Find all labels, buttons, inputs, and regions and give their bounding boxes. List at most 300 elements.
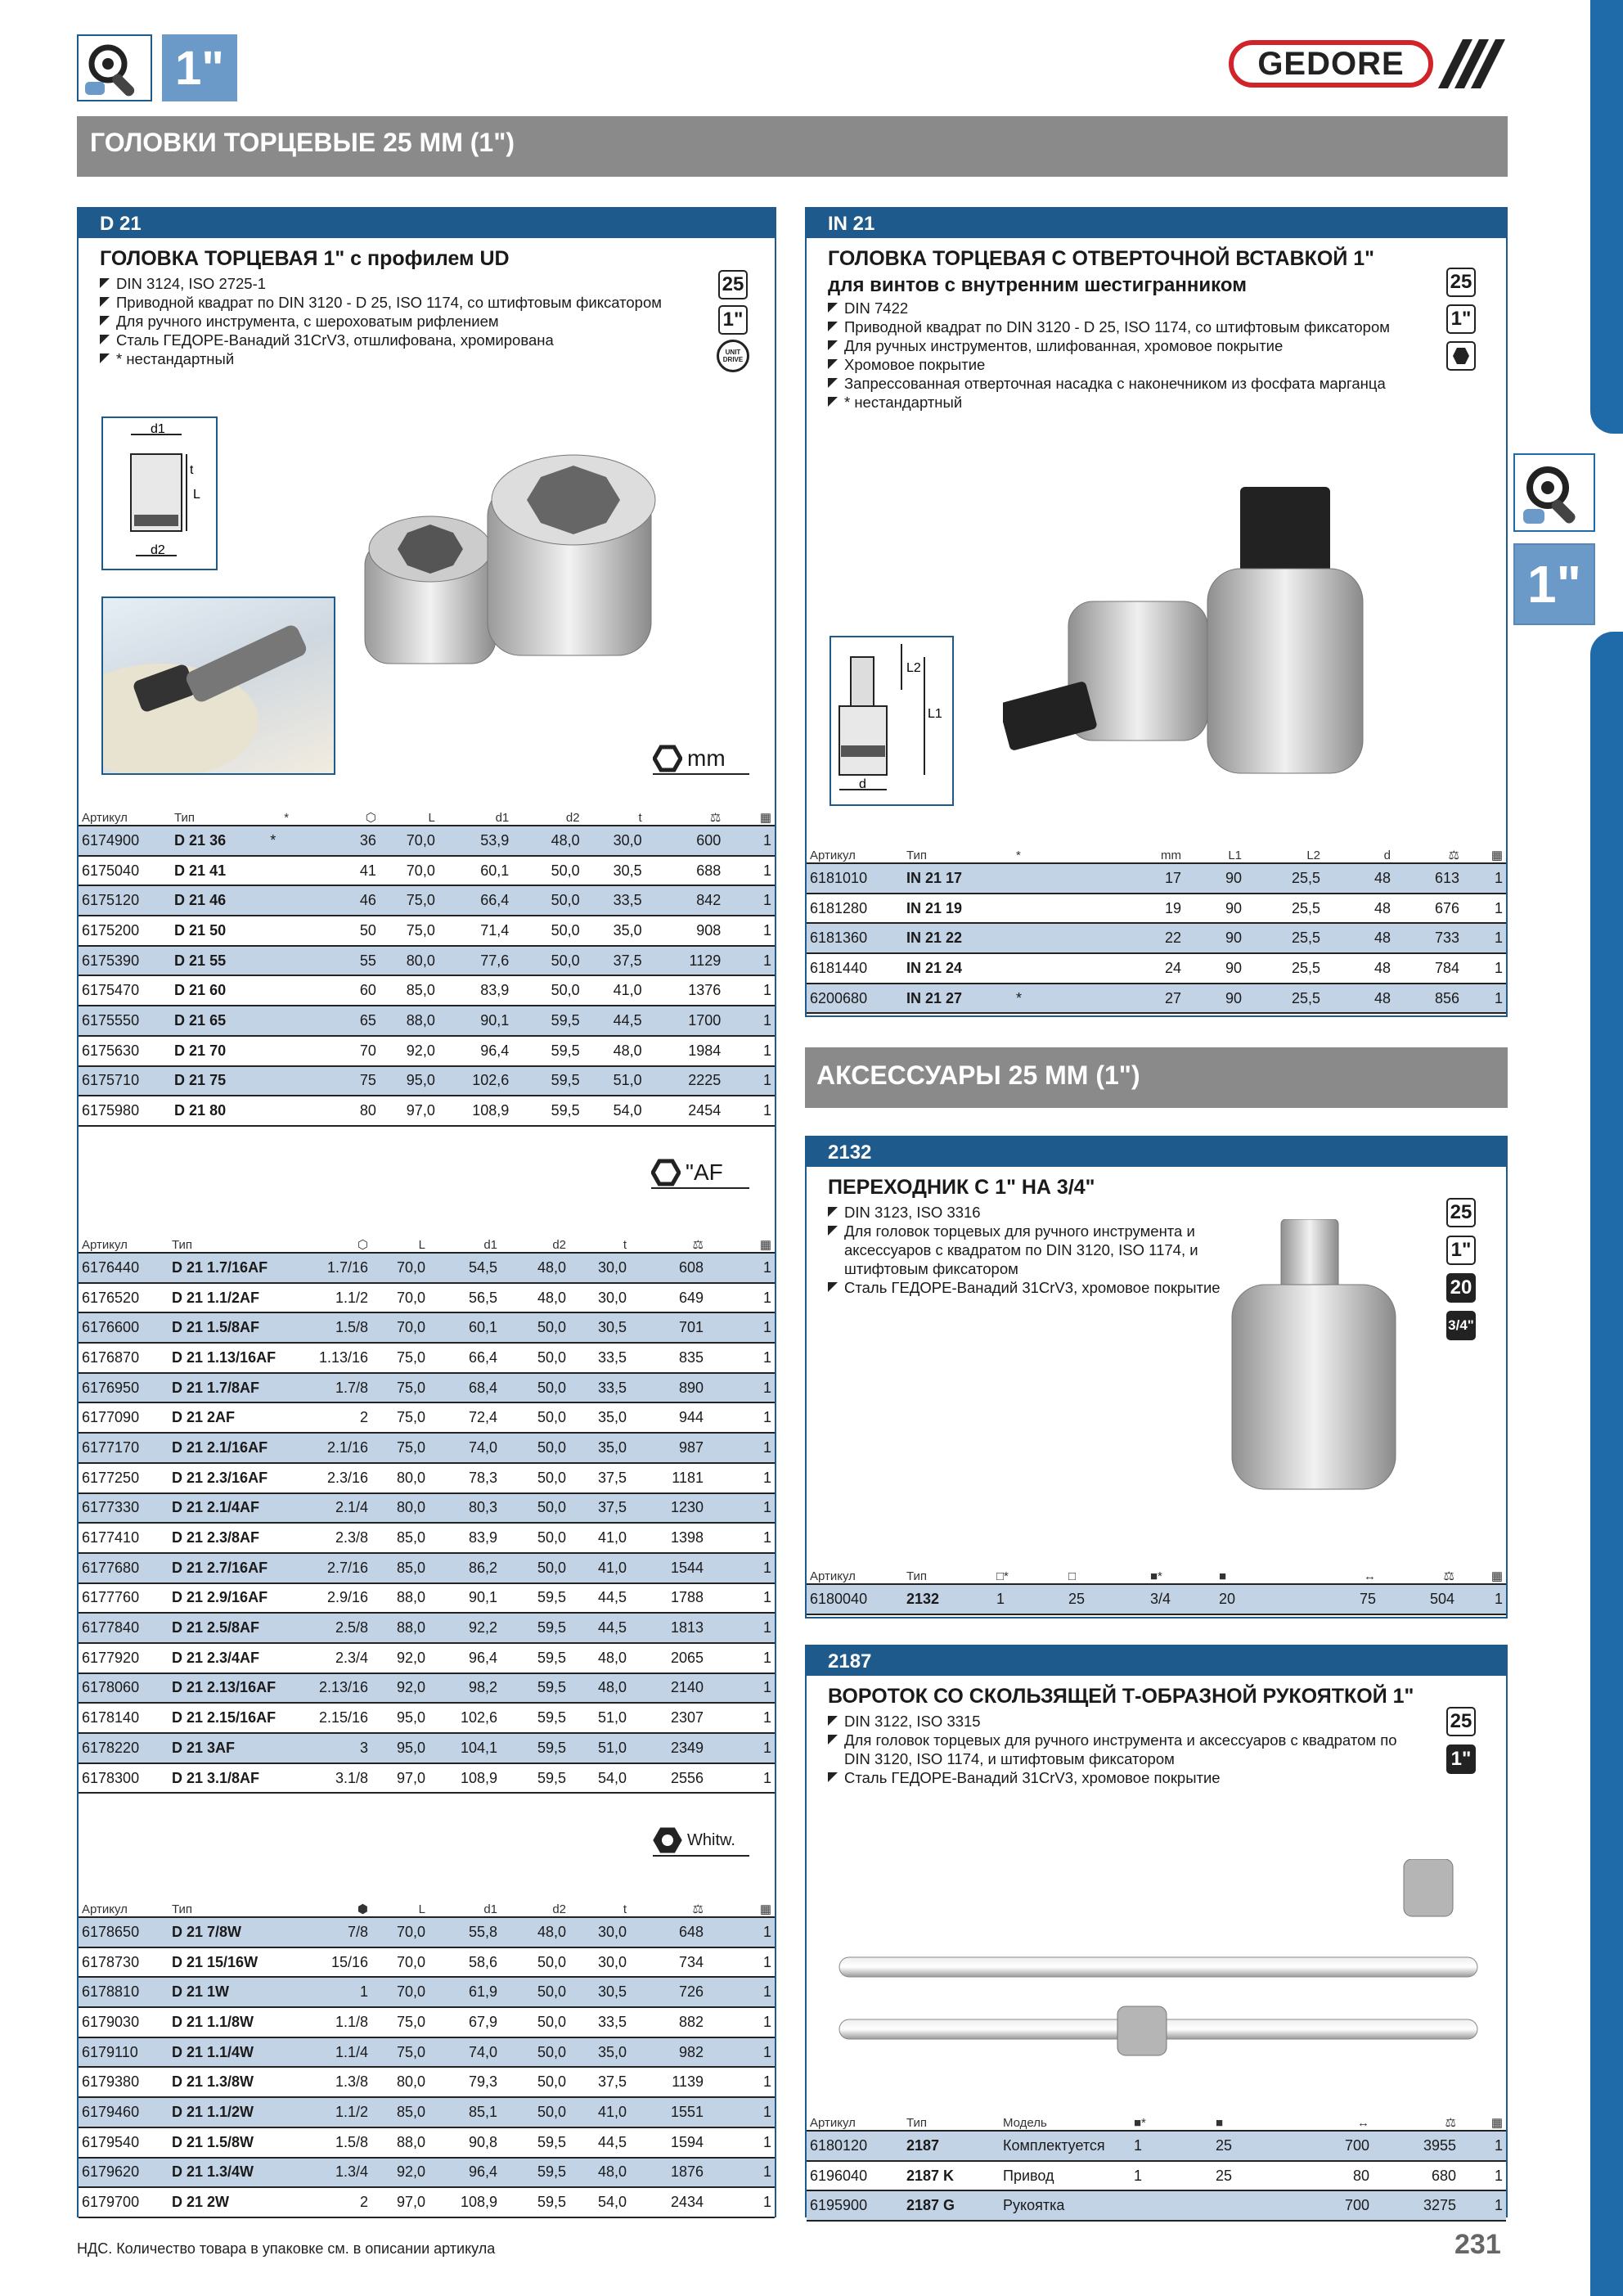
table-cell: 80,0	[371, 1493, 429, 1524]
table-cell: 1.13/16	[308, 1343, 371, 1373]
col-header: ■*	[1147, 1568, 1216, 1584]
table-cell: 97,0	[371, 2187, 429, 2217]
brand-stripes-icon	[1433, 39, 1507, 88]
table-cell: 700	[1291, 2190, 1373, 2221]
col-header: t	[569, 1236, 630, 1253]
table-2187	[807, 2114, 1506, 2222]
table-cell: IN 21 27	[903, 984, 1013, 1014]
feature-item: Для ручного инструмента, с шероховатым рифлением	[98, 312, 775, 331]
table-cell: D 21 1.1/8W	[169, 2007, 308, 2037]
col-header: L	[371, 1236, 429, 1253]
table-cell: 80,0	[380, 946, 438, 976]
table-cell: 55	[292, 946, 380, 976]
table-cell: 88,0	[380, 1006, 438, 1036]
table-cell: 1	[707, 1312, 775, 1343]
table-cell	[267, 1036, 292, 1066]
table-row	[79, 1947, 775, 1978]
table-cell: 1	[724, 826, 775, 856]
product-title: ПЕРЕХОДНИК С 1" НА 3/4"	[828, 1176, 1095, 1199]
table-cell: 33,5	[569, 1343, 630, 1373]
col-header: L2	[1245, 847, 1324, 863]
table-cell: 35,0	[569, 2037, 630, 2068]
table-cell: 50,0	[512, 975, 582, 1006]
table-cell: 1	[707, 1343, 775, 1373]
table-cell: 6195900	[807, 2190, 903, 2221]
table-cell: 1	[308, 1977, 371, 2007]
table-cell: 85,0	[371, 1523, 429, 1553]
table-row	[79, 2158, 775, 2188]
table-cell: 1.7/8	[308, 1373, 371, 1403]
table-cell: 1139	[630, 2067, 707, 2097]
table-cell: 30,5	[583, 856, 645, 886]
table-cell: 1.5/8	[308, 1312, 371, 1343]
drive-size-tab: 1"	[1513, 543, 1595, 625]
feature-list	[826, 1203, 1252, 1297]
table-cell: IN 21 19	[903, 894, 1013, 924]
table-row	[79, 1373, 775, 1403]
col-header: d2	[501, 1901, 569, 1917]
table-cell	[1013, 894, 1109, 924]
col-header	[1291, 2114, 1373, 2131]
table-cell: 51,0	[569, 1733, 630, 1763]
col-header	[630, 1236, 707, 1253]
table-cell: D 21 1.7/8AF	[169, 1373, 308, 1403]
hex-icon	[653, 744, 682, 773]
table-cell: D 21 2AF	[169, 1402, 308, 1433]
table-cell: 65	[292, 1006, 380, 1036]
table-cell: 2454	[645, 1096, 725, 1126]
table-cell: 96,4	[438, 1036, 512, 1066]
table-cell: 95,0	[380, 1066, 438, 1096]
table-cell: D 21 2.1/4AF	[169, 1493, 308, 1524]
table-cell: 59,5	[501, 1643, 569, 1673]
table-cell: 1	[707, 2067, 775, 2097]
table-cell: D 21 1.3/8W	[169, 2067, 308, 2097]
table-cell: D 21 2.5/8AF	[169, 1613, 308, 1643]
table-cell: 2187	[903, 2131, 1000, 2161]
table-cell: 1.1/2	[308, 1283, 371, 1313]
table-cell: 1	[707, 1977, 775, 2007]
table-cell: 6177090	[79, 1402, 169, 1433]
table-row	[79, 1703, 775, 1733]
table-cell: 1	[1459, 2131, 1506, 2161]
feature-item: Запрессованная отверточная насадка с наконечником из фосфата марганца	[826, 374, 1506, 393]
table-cell: 649	[630, 1283, 707, 1313]
table-cell: 80	[292, 1096, 380, 1126]
table-cell: 2132	[903, 1584, 993, 1614]
table-cell	[267, 856, 292, 886]
table-cell: 59,5	[501, 1703, 569, 1733]
table-cell: 30,0	[569, 1917, 630, 1947]
table-cell: 1.7/16	[308, 1253, 371, 1283]
col-header: L1	[1185, 847, 1245, 863]
socket-photo	[348, 451, 692, 696]
table-cell: 35,0	[583, 916, 645, 946]
table-cell: 6174900	[79, 826, 171, 856]
table-cell: 59,5	[501, 1583, 569, 1614]
table-cell: 1	[707, 1763, 775, 1794]
table-row	[79, 1006, 775, 1036]
col-header	[707, 1901, 775, 1917]
table-cell: 54,0	[583, 1096, 645, 1126]
table-cell: 85,0	[371, 1553, 429, 1583]
feature-list	[826, 1712, 1415, 1787]
table-cell: 680	[1373, 2161, 1459, 2191]
table-cell: 108,9	[429, 2187, 501, 2217]
table-cell: 6181440	[807, 953, 903, 984]
table-cell: 2065	[630, 1643, 707, 1673]
table-cell: 75	[292, 1066, 380, 1096]
table-row	[79, 946, 775, 976]
table-cell: 50	[292, 916, 380, 946]
table-cell: 25	[1212, 2131, 1291, 2161]
feature-item: DIN 3122, ISO 3315	[826, 1712, 1415, 1731]
col-header	[1379, 1568, 1458, 1584]
col-header	[292, 809, 380, 826]
table-cell: 1	[707, 1523, 775, 1553]
accessories-title: АКСЕССУАРЫ 25 MM (1")	[805, 1047, 1508, 1108]
svg-text:d1: d1	[151, 422, 165, 436]
table-row	[79, 1463, 775, 1493]
svg-text:t: t	[190, 463, 194, 477]
drive-20-icon: 20	[1446, 1273, 1476, 1303]
table-cell: 3/4	[1147, 1584, 1216, 1614]
svg-text:d2: d2	[151, 543, 165, 557]
table-cell: 6196040	[807, 2161, 903, 2191]
table-cell: 86,2	[429, 1553, 501, 1583]
table-cell: 882	[630, 2007, 707, 2037]
drive-25-icon: 25	[1446, 1198, 1476, 1227]
table-row	[79, 1977, 775, 2007]
table-cell: 50,0	[501, 2007, 569, 2037]
table-cell: D 21 1.3/4W	[169, 2158, 308, 2188]
table-cell: 68,4	[429, 1373, 501, 1403]
table-cell: 58,6	[429, 1947, 501, 1978]
table-d21-mm	[79, 809, 775, 1127]
table-row	[79, 975, 775, 1006]
table-cell	[1212, 2190, 1291, 2221]
panel-code: 2132	[807, 1137, 1506, 1167]
table-cell: 75,0	[371, 1373, 429, 1403]
col-header: L	[371, 1901, 429, 1917]
table-cell: 3275	[1373, 2190, 1459, 2221]
table-cell: 46	[292, 885, 380, 916]
table-row	[79, 1312, 775, 1343]
table-cell: 30,0	[569, 1283, 630, 1313]
table-cell: 25,5	[1245, 923, 1324, 953]
panel-in21	[805, 207, 1508, 1017]
table-row	[79, 2067, 775, 2097]
table-cell: 2349	[630, 1733, 707, 1763]
drive-size-label: 1"	[162, 34, 237, 101]
table-cell: 1876	[630, 2158, 707, 2188]
table-cell: 30,5	[569, 1312, 630, 1343]
table-cell: 88,0	[371, 2127, 429, 2158]
col-header: L	[380, 809, 438, 826]
dimension-diagram	[101, 416, 218, 570]
table-cell: 78,3	[429, 1463, 501, 1493]
table-in21	[807, 847, 1506, 1014]
brand-logo	[1229, 39, 1507, 88]
t-handle-photo	[831, 1859, 1486, 2105]
table-cell: 75,0	[371, 1343, 429, 1373]
table-cell: 92,2	[429, 1613, 501, 1643]
table-cell: D 21 2.3/4AF	[169, 1643, 308, 1673]
table-cell: 1.1/8	[308, 2007, 371, 2037]
table-cell: D 21 1.1/2AF	[169, 1283, 308, 1313]
table-cell: 48,0	[569, 1673, 630, 1704]
table-cell: 92,0	[380, 1036, 438, 1066]
table-cell: 1	[724, 1096, 775, 1126]
table-cell: 25	[1065, 1584, 1147, 1614]
table-cell: 48	[1324, 984, 1394, 1014]
table-cell: 48,0	[569, 2158, 630, 2188]
table-cell	[1013, 863, 1109, 894]
table-cell: 75,0	[380, 916, 438, 946]
hex-icon	[653, 1826, 682, 1855]
table-cell: 48,0	[501, 1917, 569, 1947]
table-cell: 1	[707, 2187, 775, 2217]
price-icon: ⚖	[709, 811, 722, 825]
table-cell: 6177760	[79, 1583, 169, 1614]
table-cell: 104,1	[429, 1733, 501, 1763]
table-cell: 96,4	[429, 1643, 501, 1673]
table-cell: 70,0	[371, 1977, 429, 2007]
table-cell: 613	[1394, 863, 1463, 894]
table-cell: 1	[707, 1283, 775, 1313]
table-cell: 48,0	[501, 1283, 569, 1313]
table-cell: 59,5	[512, 1066, 582, 1096]
table-cell: D 21 55	[171, 946, 267, 976]
table-cell: 48,0	[512, 826, 582, 856]
table-cell: 6179380	[79, 2067, 169, 2097]
table-cell: 44,5	[583, 1006, 645, 1036]
table-cell: 2.1/16	[308, 1433, 371, 1463]
size-badge-af: "AF	[651, 1158, 749, 1189]
table-cell: 3955	[1373, 2131, 1459, 2161]
table-cell: 30,0	[569, 1947, 630, 1978]
table-cell: 1	[1458, 1584, 1506, 1614]
table-cell	[1013, 923, 1109, 953]
table-row	[79, 885, 775, 916]
table-cell: 98,2	[429, 1673, 501, 1704]
col-header: Тип	[169, 1236, 308, 1253]
table-cell: 2.3/8	[308, 1523, 371, 1553]
drive-1in-icon: 1"	[1446, 304, 1476, 334]
table-row	[79, 1523, 775, 1553]
table-cell: 6175390	[79, 946, 171, 976]
table-cell: 77,6	[438, 946, 512, 976]
table-cell: IN 21 22	[903, 923, 1013, 953]
table-cell: 41	[292, 856, 380, 886]
table-cell: 6175710	[79, 1066, 171, 1096]
table-cell: 6177410	[79, 1523, 169, 1553]
table-row	[79, 1763, 775, 1794]
table-cell: 1230	[630, 1493, 707, 1524]
col-header: t	[569, 1901, 630, 1917]
table-cell: D 21 2.9/16AF	[169, 1583, 308, 1614]
table-row	[79, 826, 775, 856]
table-cell	[1131, 2190, 1212, 2221]
table-cell: 90	[1185, 984, 1245, 1014]
table-cell: 80	[1291, 2161, 1373, 2191]
table-cell: 60	[292, 975, 380, 1006]
table-cell: D 21 1.7/16AF	[169, 1253, 308, 1283]
table-cell: 6178060	[79, 1673, 169, 1704]
table-row	[807, 953, 1506, 984]
table-row	[79, 1613, 775, 1643]
table-cell: 50,0	[512, 916, 582, 946]
table-cell: D 21 15/16W	[169, 1947, 308, 1978]
hex-af-icon: ⬡	[357, 1238, 368, 1252]
table-cell: 102,6	[438, 1066, 512, 1096]
feature-item: Для головок торцевых для ручного инструмента и аксессуаров с квадратом по DIN 3120, ISO 1174, и штифтовым фиксатором	[826, 1731, 1415, 1768]
table-cell: 842	[645, 885, 725, 916]
table-row	[79, 1343, 775, 1373]
col-header: Артикул	[79, 1236, 169, 1253]
table-cell: 1.3/4	[308, 2158, 371, 2188]
table-cell: 54,0	[569, 2187, 630, 2217]
hex-mm-icon: ⬡	[365, 811, 376, 825]
table-row	[807, 923, 1506, 953]
hex-icon	[651, 1158, 681, 1187]
table-cell: 987	[630, 1433, 707, 1463]
adapter-photo	[1216, 1219, 1404, 1497]
col-header: *	[267, 809, 292, 826]
brand-name: GEDORE	[1229, 40, 1433, 88]
table-cell: D 21 2.3/16AF	[169, 1463, 308, 1493]
pack-icon: ▦	[759, 1902, 771, 1916]
table-row	[79, 1283, 775, 1313]
side-rail-bottom	[1590, 632, 1623, 2296]
page-number: 231	[1454, 2229, 1501, 2260]
table-cell: 20	[1216, 1584, 1289, 1614]
price-icon: ⚖	[1445, 2116, 1456, 2130]
table-cell: 88,0	[371, 1613, 429, 1643]
table-cell: 1	[707, 1493, 775, 1524]
table-cell: 48,0	[501, 1253, 569, 1283]
col-header: d1	[438, 809, 512, 826]
table-cell: 1	[707, 2007, 775, 2037]
table-cell: 7/8	[308, 1917, 371, 1947]
product-title: ГОЛОВКА ТОРЦЕВАЯ С ОТВЕРТОЧНОЙ ВСТАВКОЙ 1"	[828, 247, 1375, 270]
table-cell: 59,5	[501, 1763, 569, 1794]
table-cell: 3.1/8	[308, 1763, 371, 1794]
table-cell: 2.3/4	[308, 1643, 371, 1673]
feature-list	[98, 274, 775, 368]
table-cell: 1181	[630, 1463, 707, 1493]
table-row	[79, 1733, 775, 1763]
col-header	[1459, 2114, 1506, 2131]
table-cell: 1	[1463, 863, 1506, 894]
table-cell: 1	[1463, 953, 1506, 984]
feature-list	[826, 299, 1506, 412]
table-cell: 70,0	[371, 1312, 429, 1343]
col-header: d1	[429, 1236, 501, 1253]
side-rail-top	[1590, 0, 1623, 434]
table-cell: 90	[1185, 863, 1245, 894]
table-cell: D 21 70	[171, 1036, 267, 1066]
table-cell: 6177840	[79, 1613, 169, 1643]
table-cell: 1	[707, 1673, 775, 1704]
table-cell: 1	[724, 946, 775, 976]
table-cell: 2.3/16	[308, 1463, 371, 1493]
col-header	[1289, 1568, 1379, 1584]
table-cell: 1	[724, 885, 775, 916]
table-cell: 25,5	[1245, 863, 1324, 894]
unit-drive-icon: UNIT DRIVE	[717, 340, 749, 372]
table-cell: 688	[645, 856, 725, 886]
col-header: d	[1324, 847, 1394, 863]
table-cell: 83,9	[429, 1523, 501, 1553]
col-header: d2	[512, 809, 582, 826]
table-cell: 2.15/16	[308, 1703, 371, 1733]
table-cell: 90	[1185, 923, 1245, 953]
table-cell: 48	[1324, 863, 1394, 894]
svg-text:L: L	[193, 488, 200, 502]
table-cell: 59,5	[512, 1036, 582, 1066]
table-cell: 30,0	[569, 1253, 630, 1283]
table-row	[79, 1096, 775, 1126]
panel-code: 2187	[807, 1646, 1506, 1676]
table-row	[79, 1493, 775, 1524]
table-cell: 1	[707, 1917, 775, 1947]
table-row	[79, 1253, 775, 1283]
table-cell: 25,5	[1245, 953, 1324, 984]
table-cell: 1	[707, 1433, 775, 1463]
table-cell: D 21 3.1/8AF	[169, 1763, 308, 1794]
table-cell: 6181010	[807, 863, 903, 894]
table-cell: 1	[707, 1253, 775, 1283]
length-icon: ↔	[1357, 2116, 1369, 2130]
table-cell: 71,4	[438, 916, 512, 946]
product-title: ВОРОТОК СО СКОЛЬЗЯЩЕЙ Т-ОБРАЗНОЙ РУКОЯТКОЙ 1"	[828, 1685, 1414, 1708]
price-icon: ⚖	[1443, 1569, 1454, 1583]
table-cell: 944	[630, 1402, 707, 1433]
table-cell: 85,0	[380, 975, 438, 1006]
feature-item: Приводной квадрат по DIN 3120 - D 25, ISO 1174, со штифтовым фиксатором	[98, 293, 775, 312]
table-cell: 734	[630, 1947, 707, 1978]
table-cell: 2187 G	[903, 2190, 1000, 2221]
table-d21-whitw	[79, 1901, 775, 2218]
col-header: Модель	[1000, 2114, 1131, 2131]
table-cell: 54,5	[429, 1253, 501, 1283]
table-row	[807, 894, 1506, 924]
table-cell: 6177920	[79, 1643, 169, 1673]
table-cell: 50,0	[501, 2037, 569, 2068]
table-cell: 60,1	[438, 856, 512, 886]
table-cell: 90,8	[429, 2127, 501, 2158]
table-cell: 6178220	[79, 1733, 169, 1763]
table-cell: 27	[1109, 984, 1185, 1014]
table-cell: 33,5	[569, 2007, 630, 2037]
table-cell: D 21 65	[171, 1006, 267, 1036]
col-header: mm	[1109, 847, 1185, 863]
table-cell: D 21 60	[171, 975, 267, 1006]
table-cell: 88,0	[371, 1583, 429, 1614]
ratchet-icon	[1513, 453, 1595, 532]
table-cell: 1	[724, 1066, 775, 1096]
table-row	[79, 2187, 775, 2217]
table-cell: 6177250	[79, 1463, 169, 1493]
table-row	[79, 2097, 775, 2127]
ratchet-icon	[77, 34, 152, 101]
col-header	[707, 1236, 775, 1253]
table-cell: D 21 1.13/16AF	[169, 1343, 308, 1373]
usage-photo	[101, 597, 335, 775]
table-cell: 50,0	[501, 1553, 569, 1583]
table-cell: 70,0	[371, 1917, 429, 1947]
